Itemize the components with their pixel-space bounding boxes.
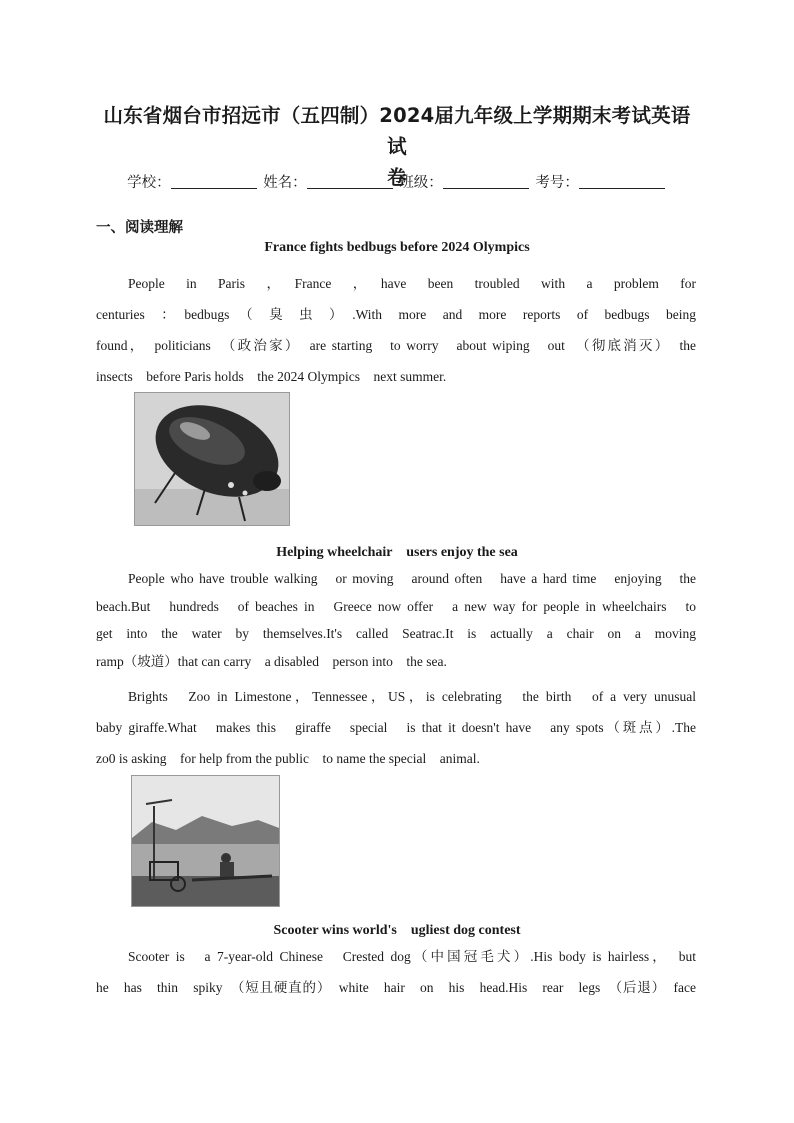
article-paragraph-scooter — [96, 941, 696, 1003]
name-label: 姓名： — [263, 175, 307, 191]
student-info-row — [96, 171, 698, 192]
class-label: 班级： — [399, 175, 443, 191]
class-blank[interactable] — [443, 174, 529, 189]
exam-title-line-2: 卷 — [387, 166, 407, 189]
article-heading-bedbugs: France fights bedbugs before 2024 Olympics — [264, 240, 530, 255]
paragraph-line: insects before Paris holds the 2024 Olympics next summer. — [96, 369, 447, 384]
paragraph-line: beach.But hundreds of beaches in Greece now offer a new way for people in wheelchairs to — [96, 598, 696, 614]
seatrac-illustration — [132, 776, 279, 906]
paragraph-line: People who have trouble walking or moving around often have a hard time enjoying the — [128, 571, 696, 586]
bedbug-illustration — [135, 393, 289, 525]
id-label: 考号： — [535, 175, 579, 191]
paragraph-line: zo0 is asking for help from the public to name the special animal. — [96, 751, 480, 766]
article-paragraph-bedbugs — [96, 268, 696, 392]
paragraph-line: People in Paris ， France ， have been troubled with a problem for — [128, 276, 696, 291]
id-blank[interactable] — [579, 174, 665, 189]
article-heading-wheelchair: Helping wheelchair users enjoy the sea — [276, 545, 518, 560]
school-blank[interactable] — [171, 174, 257, 189]
paragraph-line: Brights Zoo in Limestone，Tennessee，US，is celebrating the birth of a very unusual — [128, 689, 696, 704]
bedbug-photo — [134, 392, 290, 526]
paragraph-line: baby giraffe.What makes this giraffe special is that it doesn't have any spots（斑点）.The — [96, 720, 696, 735]
paragraph-line: ramp（坡道）that can carry a disabled person into the sea. — [96, 653, 447, 669]
article-paragraph-seatrac — [96, 565, 696, 675]
paragraph-line: he has thin spiky （短且硬直的） white hair on his head.His rear legs （后退） face — [96, 980, 696, 995]
paragraph-line: get into the water by themselves.It's called Seatrac.It is actually a chair on a moving — [96, 626, 696, 641]
paragraph-line: found， politicians （政治家） are starting to worry about wiping out （彻底消灭） the — [96, 338, 696, 353]
paragraph-line: centuries ： bedbugs （ 臭 虫 ） .With more and more reports of bedbugs being — [96, 307, 696, 322]
exam-title-line-1: 山东省烟台市招远市（五四制）2024届九年级上学期期末考试英语试 — [103, 104, 691, 158]
seatrac-photo — [131, 775, 280, 907]
article-paragraph-giraffe — [96, 681, 696, 774]
name-blank[interactable] — [307, 174, 393, 189]
paragraph-line: Scooter is a 7-year-old Chinese Crested dog（中国冠毛犬）.His body is hairless， but — [128, 949, 696, 964]
article-heading-scooter: Scooter wins world's ugliest dog contest — [273, 923, 521, 938]
section-title: 一、阅读理解 — [96, 220, 183, 236]
school-label: 学校： — [127, 175, 171, 191]
